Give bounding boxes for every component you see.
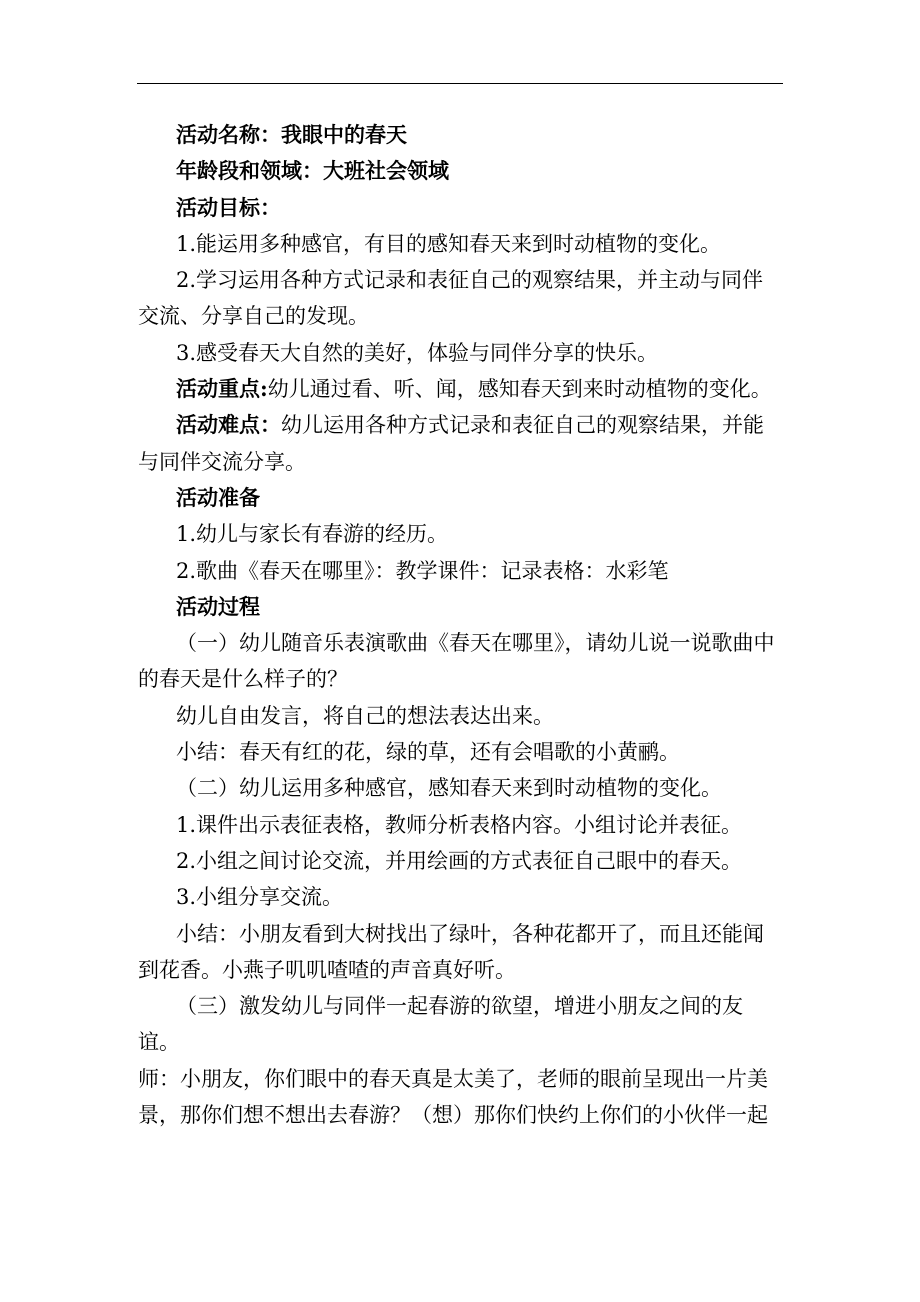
age-domain-line: [138, 153, 784, 189]
header-rule: [137, 83, 783, 84]
prep-item: 2.歌曲《春天在哪里》：教学课件：记录表格：水彩笔: [176, 558, 669, 583]
age-domain-label: 年龄段和领域：: [176, 158, 323, 184]
difficulty-line: [138, 407, 784, 480]
goal-item: 2.学习运用各种方式记录和表征自己的观察结果，并主动与同伴交流、分享自己的发现。: [138, 268, 764, 329]
process-item: （三）激发幼儿与同伴一起春游的欲望，增进小朋友之间的友谊。: [138, 994, 743, 1055]
process-item: 2.小组之间讨论交流，并用绘画的方式表征自己眼中的春天。: [176, 848, 743, 873]
activity-name-value: 我眼中的春天: [281, 122, 407, 147]
activity-name-label: 活动名称：: [176, 122, 281, 147]
goal-item: 3.感受春天大自然的美好，体验与同伴分享的快乐。: [176, 340, 659, 365]
document-body: [138, 117, 784, 1133]
activity-name-line: [138, 117, 784, 153]
key-point-label: 活动重点:: [176, 376, 268, 402]
prep-heading: 活动准备: [176, 484, 260, 510]
process-item: （二）幼儿运用多种感官，感知春天来到时动植物的变化。: [176, 776, 722, 801]
process-item: 3.小组分享交流。: [176, 885, 344, 910]
goal-item: 1.能运用多种感官，有目的感知春天来到时动植物的变化。: [176, 231, 722, 256]
process-item: （一）幼儿随音乐表演歌曲《春天在哪里》，请幼儿说一说歌曲中的春天是什么样子的？: [138, 631, 775, 692]
key-point-line: [138, 371, 784, 407]
teacher-speech: 师：小朋友，你们眼中的春天真是太美了，老师的眼前呈现出一片美景，那你们想不想出去春游？（想）那你们快约上你们的小伙伴一起: [138, 1066, 768, 1128]
process-item: 小结：春天有红的花，绿的草，还有会唱歌的小黄鹂。: [176, 740, 680, 765]
process-heading: 活动过程: [176, 593, 260, 619]
process-item: 小结：小朋友看到大树找出了绿叶，各种花都开了，而且还能闻到花香。小燕子叽叽喳喳的声音真好听。: [138, 921, 764, 982]
process-item: 1.课件出示表征表格，教师分析表格内容。小组讨论并表征。: [176, 812, 743, 837]
difficulty-label: 活动难点：: [176, 412, 281, 438]
age-domain-value: 大班社会领域: [323, 158, 449, 184]
difficulty-text: 幼儿运用各种方式记录和表征自己的观察结果，并能与同伴交流分享。: [138, 413, 764, 474]
key-point-text: 幼儿通过看、听、闻，感知春天到来时动植物的变化。: [267, 377, 772, 402]
process-item: 幼儿自由发言，将自己的想法表达出来。: [176, 703, 554, 728]
goals-heading: 活动目标：: [176, 194, 281, 220]
prep-item: 1.幼儿与家长有春游的经历。: [176, 522, 449, 547]
